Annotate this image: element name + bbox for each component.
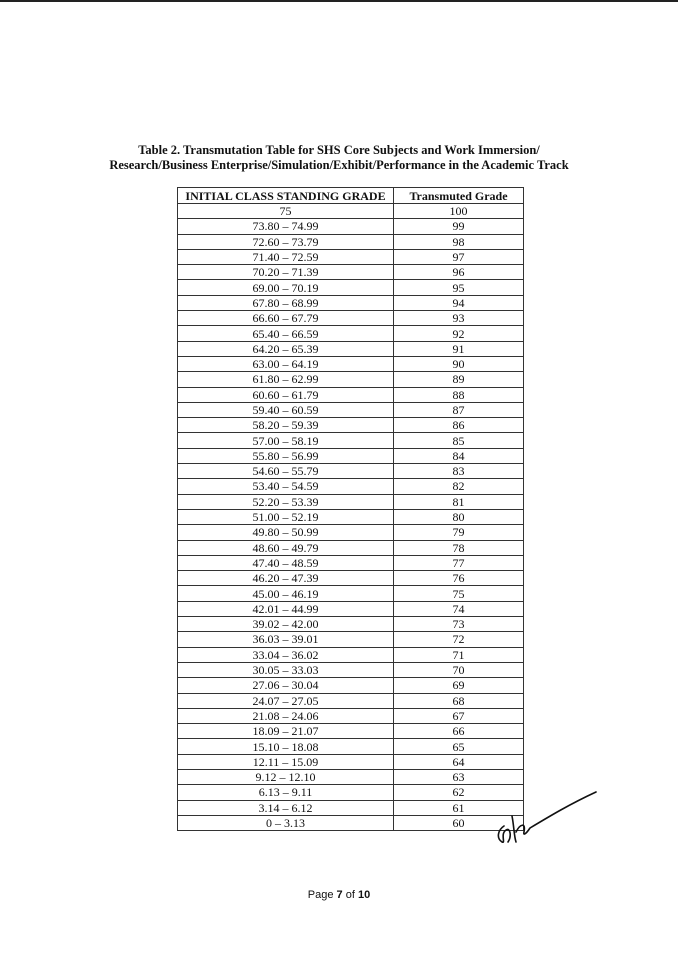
table-row — [178, 234, 524, 249]
initial-grade-cell: 27.06 – 30.04 — [178, 678, 394, 693]
initial-grade-cell: 30.05 – 33.03 — [178, 662, 394, 677]
transmuted-grade-cell: 96 — [394, 265, 524, 280]
initial-grade-cell: 65.40 – 66.59 — [178, 326, 394, 341]
table-row — [178, 785, 524, 800]
initial-grade-cell: 69.00 – 70.19 — [178, 280, 394, 295]
table-row — [178, 540, 524, 555]
table-row — [178, 464, 524, 479]
initial-grade-cell: 18.09 – 21.07 — [178, 724, 394, 739]
table-header-row — [178, 188, 524, 204]
transmuted-grade-cell: 72 — [394, 632, 524, 647]
table-row — [178, 800, 524, 815]
footer-of: of — [342, 889, 358, 901]
transmuted-grade-cell: 73 — [394, 617, 524, 632]
page-footer — [0, 889, 678, 901]
initial-grade-cell: 21.08 – 24.06 — [178, 708, 394, 723]
table-row — [178, 204, 524, 219]
table-row — [178, 280, 524, 295]
table-row — [178, 326, 524, 341]
transmuted-grade-cell: 97 — [394, 249, 524, 264]
transmuted-grade-cell: 68 — [394, 693, 524, 708]
table-row — [178, 509, 524, 524]
initial-grade-cell: 9.12 – 12.10 — [178, 769, 394, 784]
initial-grade-cell: 63.00 – 64.19 — [178, 356, 394, 371]
table-row — [178, 494, 524, 509]
table-row — [178, 647, 524, 662]
table-row — [178, 525, 524, 540]
transmuted-grade-cell: 71 — [394, 647, 524, 662]
table-row — [178, 739, 524, 754]
footer-page-number: 7 — [336, 889, 343, 901]
table-row — [178, 387, 524, 402]
initial-grade-cell: 6.13 – 9.11 — [178, 785, 394, 800]
table-row — [178, 479, 524, 494]
transmuted-grade-cell: 87 — [394, 402, 524, 417]
table-row — [178, 448, 524, 463]
table-row — [178, 754, 524, 769]
table-title-line-2: Research/Business Enterprise/Simulation/Exhibit/Performance in the Academic Track — [109, 158, 569, 172]
initial-grade-cell: 51.00 – 52.19 — [178, 509, 394, 524]
table-row — [178, 265, 524, 280]
initial-grade-cell: 49.80 – 50.99 — [178, 525, 394, 540]
transmuted-grade-cell: 90 — [394, 356, 524, 371]
initial-grade-cell: 59.40 – 60.59 — [178, 402, 394, 417]
transmuted-grade-cell: 89 — [394, 372, 524, 387]
transmuted-grade-cell: 99 — [394, 219, 524, 234]
table-row — [178, 678, 524, 693]
initial-grade-cell: 52.20 – 53.39 — [178, 494, 394, 509]
transmuted-grade-cell: 80 — [394, 509, 524, 524]
table-row — [178, 418, 524, 433]
table-row — [178, 571, 524, 586]
transmuted-grade-cell: 95 — [394, 280, 524, 295]
transmuted-grade-cell: 79 — [394, 525, 524, 540]
table-title — [0, 143, 678, 173]
initial-grade-cell: 60.60 – 61.79 — [178, 387, 394, 402]
transmuted-grade-cell: 78 — [394, 540, 524, 555]
transmuted-grade-cell: 85 — [394, 433, 524, 448]
initial-grade-cell: 36.03 – 39.01 — [178, 632, 394, 647]
transmuted-grade-cell: 65 — [394, 739, 524, 754]
initial-grade-cell: 64.20 – 65.39 — [178, 341, 394, 356]
table-row — [178, 769, 524, 784]
transmuted-grade-cell: 86 — [394, 418, 524, 433]
transmuted-grade-cell: 77 — [394, 555, 524, 570]
initial-grade-cell: 46.20 – 47.39 — [178, 571, 394, 586]
top-border — [0, 0, 678, 2]
initial-grade-cell: 73.80 – 74.99 — [178, 219, 394, 234]
initial-grade-cell: 3.14 – 6.12 — [178, 800, 394, 815]
table-title-line-1: Table 2. Transmutation Table for SHS Core Subjects and Work Immersion/ — [138, 143, 540, 157]
initial-grade-cell: 48.60 – 49.79 — [178, 540, 394, 555]
initial-grade-cell: 57.00 – 58.19 — [178, 433, 394, 448]
table-row — [178, 372, 524, 387]
signature — [490, 786, 600, 848]
transmuted-grade-cell: 66 — [394, 724, 524, 739]
transmuted-grade-cell: 70 — [394, 662, 524, 677]
table-row — [178, 617, 524, 632]
table-row — [178, 356, 524, 371]
transmuted-grade-cell: 88 — [394, 387, 524, 402]
table-row — [178, 555, 524, 570]
initial-grade-cell: 67.80 – 68.99 — [178, 295, 394, 310]
transmuted-grade-cell: 76 — [394, 571, 524, 586]
transmuted-grade-cell: 69 — [394, 678, 524, 693]
table-body — [178, 204, 524, 831]
initial-grade-cell: 55.80 – 56.99 — [178, 448, 394, 463]
transmuted-grade-cell: 100 — [394, 204, 524, 219]
transmuted-grade-cell: 63 — [394, 769, 524, 784]
transmuted-grade-cell: 83 — [394, 464, 524, 479]
table-row — [178, 311, 524, 326]
transmuted-grade-cell: 61 — [394, 800, 524, 815]
table-row — [178, 402, 524, 417]
initial-grade-cell: 66.60 – 67.79 — [178, 311, 394, 326]
table-row — [178, 586, 524, 601]
table-row — [178, 632, 524, 647]
initial-grade-cell: 58.20 – 59.39 — [178, 418, 394, 433]
transmuted-grade-cell: 93 — [394, 311, 524, 326]
table-row — [178, 295, 524, 310]
footer-prefix: Page — [307, 889, 337, 901]
transmuted-grade-cell: 91 — [394, 341, 524, 356]
initial-grade-cell: 15.10 – 18.08 — [178, 739, 394, 754]
transmuted-grade-cell: 98 — [394, 234, 524, 249]
header-initial-grade: INITIAL CLASS STANDING GRADE — [178, 188, 394, 204]
initial-grade-cell: 54.60 – 55.79 — [178, 464, 394, 479]
initial-grade-cell: 39.02 – 42.00 — [178, 617, 394, 632]
transmuted-grade-cell: 64 — [394, 754, 524, 769]
initial-grade-cell: 33.04 – 36.02 — [178, 647, 394, 662]
table-row — [178, 249, 524, 264]
initial-grade-cell: 12.11 – 15.09 — [178, 754, 394, 769]
footer-total-pages: 10 — [357, 889, 371, 901]
header-transmuted-grade: Transmuted Grade — [394, 188, 524, 204]
initial-grade-cell: 53.40 – 54.59 — [178, 479, 394, 494]
table-row — [178, 815, 524, 830]
initial-grade-cell: 47.40 – 48.59 — [178, 555, 394, 570]
transmuted-grade-cell: 94 — [394, 295, 524, 310]
initial-grade-cell: 70.20 – 71.39 — [178, 265, 394, 280]
transmuted-grade-cell: 81 — [394, 494, 524, 509]
transmuted-grade-cell: 62 — [394, 785, 524, 800]
table-row — [178, 693, 524, 708]
initial-grade-cell: 42.01 – 44.99 — [178, 601, 394, 616]
table-row — [178, 219, 524, 234]
initial-grade-cell: 72.60 – 73.79 — [178, 234, 394, 249]
initial-grade-cell: 71.40 – 72.59 — [178, 249, 394, 264]
table-row — [178, 724, 524, 739]
transmuted-grade-cell: 60 — [394, 815, 524, 830]
table-row — [178, 708, 524, 723]
table-row — [178, 433, 524, 448]
transmuted-grade-cell: 67 — [394, 708, 524, 723]
initial-grade-cell: 24.07 – 27.05 — [178, 693, 394, 708]
transmuted-grade-cell: 84 — [394, 448, 524, 463]
transmuted-grade-cell: 82 — [394, 479, 524, 494]
transmuted-grade-cell: 74 — [394, 601, 524, 616]
table-row — [178, 601, 524, 616]
initial-grade-cell: 61.80 – 62.99 — [178, 372, 394, 387]
transmutation-table — [177, 187, 524, 831]
initial-grade-cell: 45.00 – 46.19 — [178, 586, 394, 601]
transmuted-grade-cell: 92 — [394, 326, 524, 341]
transmuted-grade-cell: 75 — [394, 586, 524, 601]
initial-grade-cell: 75 — [178, 204, 394, 219]
table-row — [178, 662, 524, 677]
table-row — [178, 341, 524, 356]
initial-grade-cell: 0 – 3.13 — [178, 815, 394, 830]
